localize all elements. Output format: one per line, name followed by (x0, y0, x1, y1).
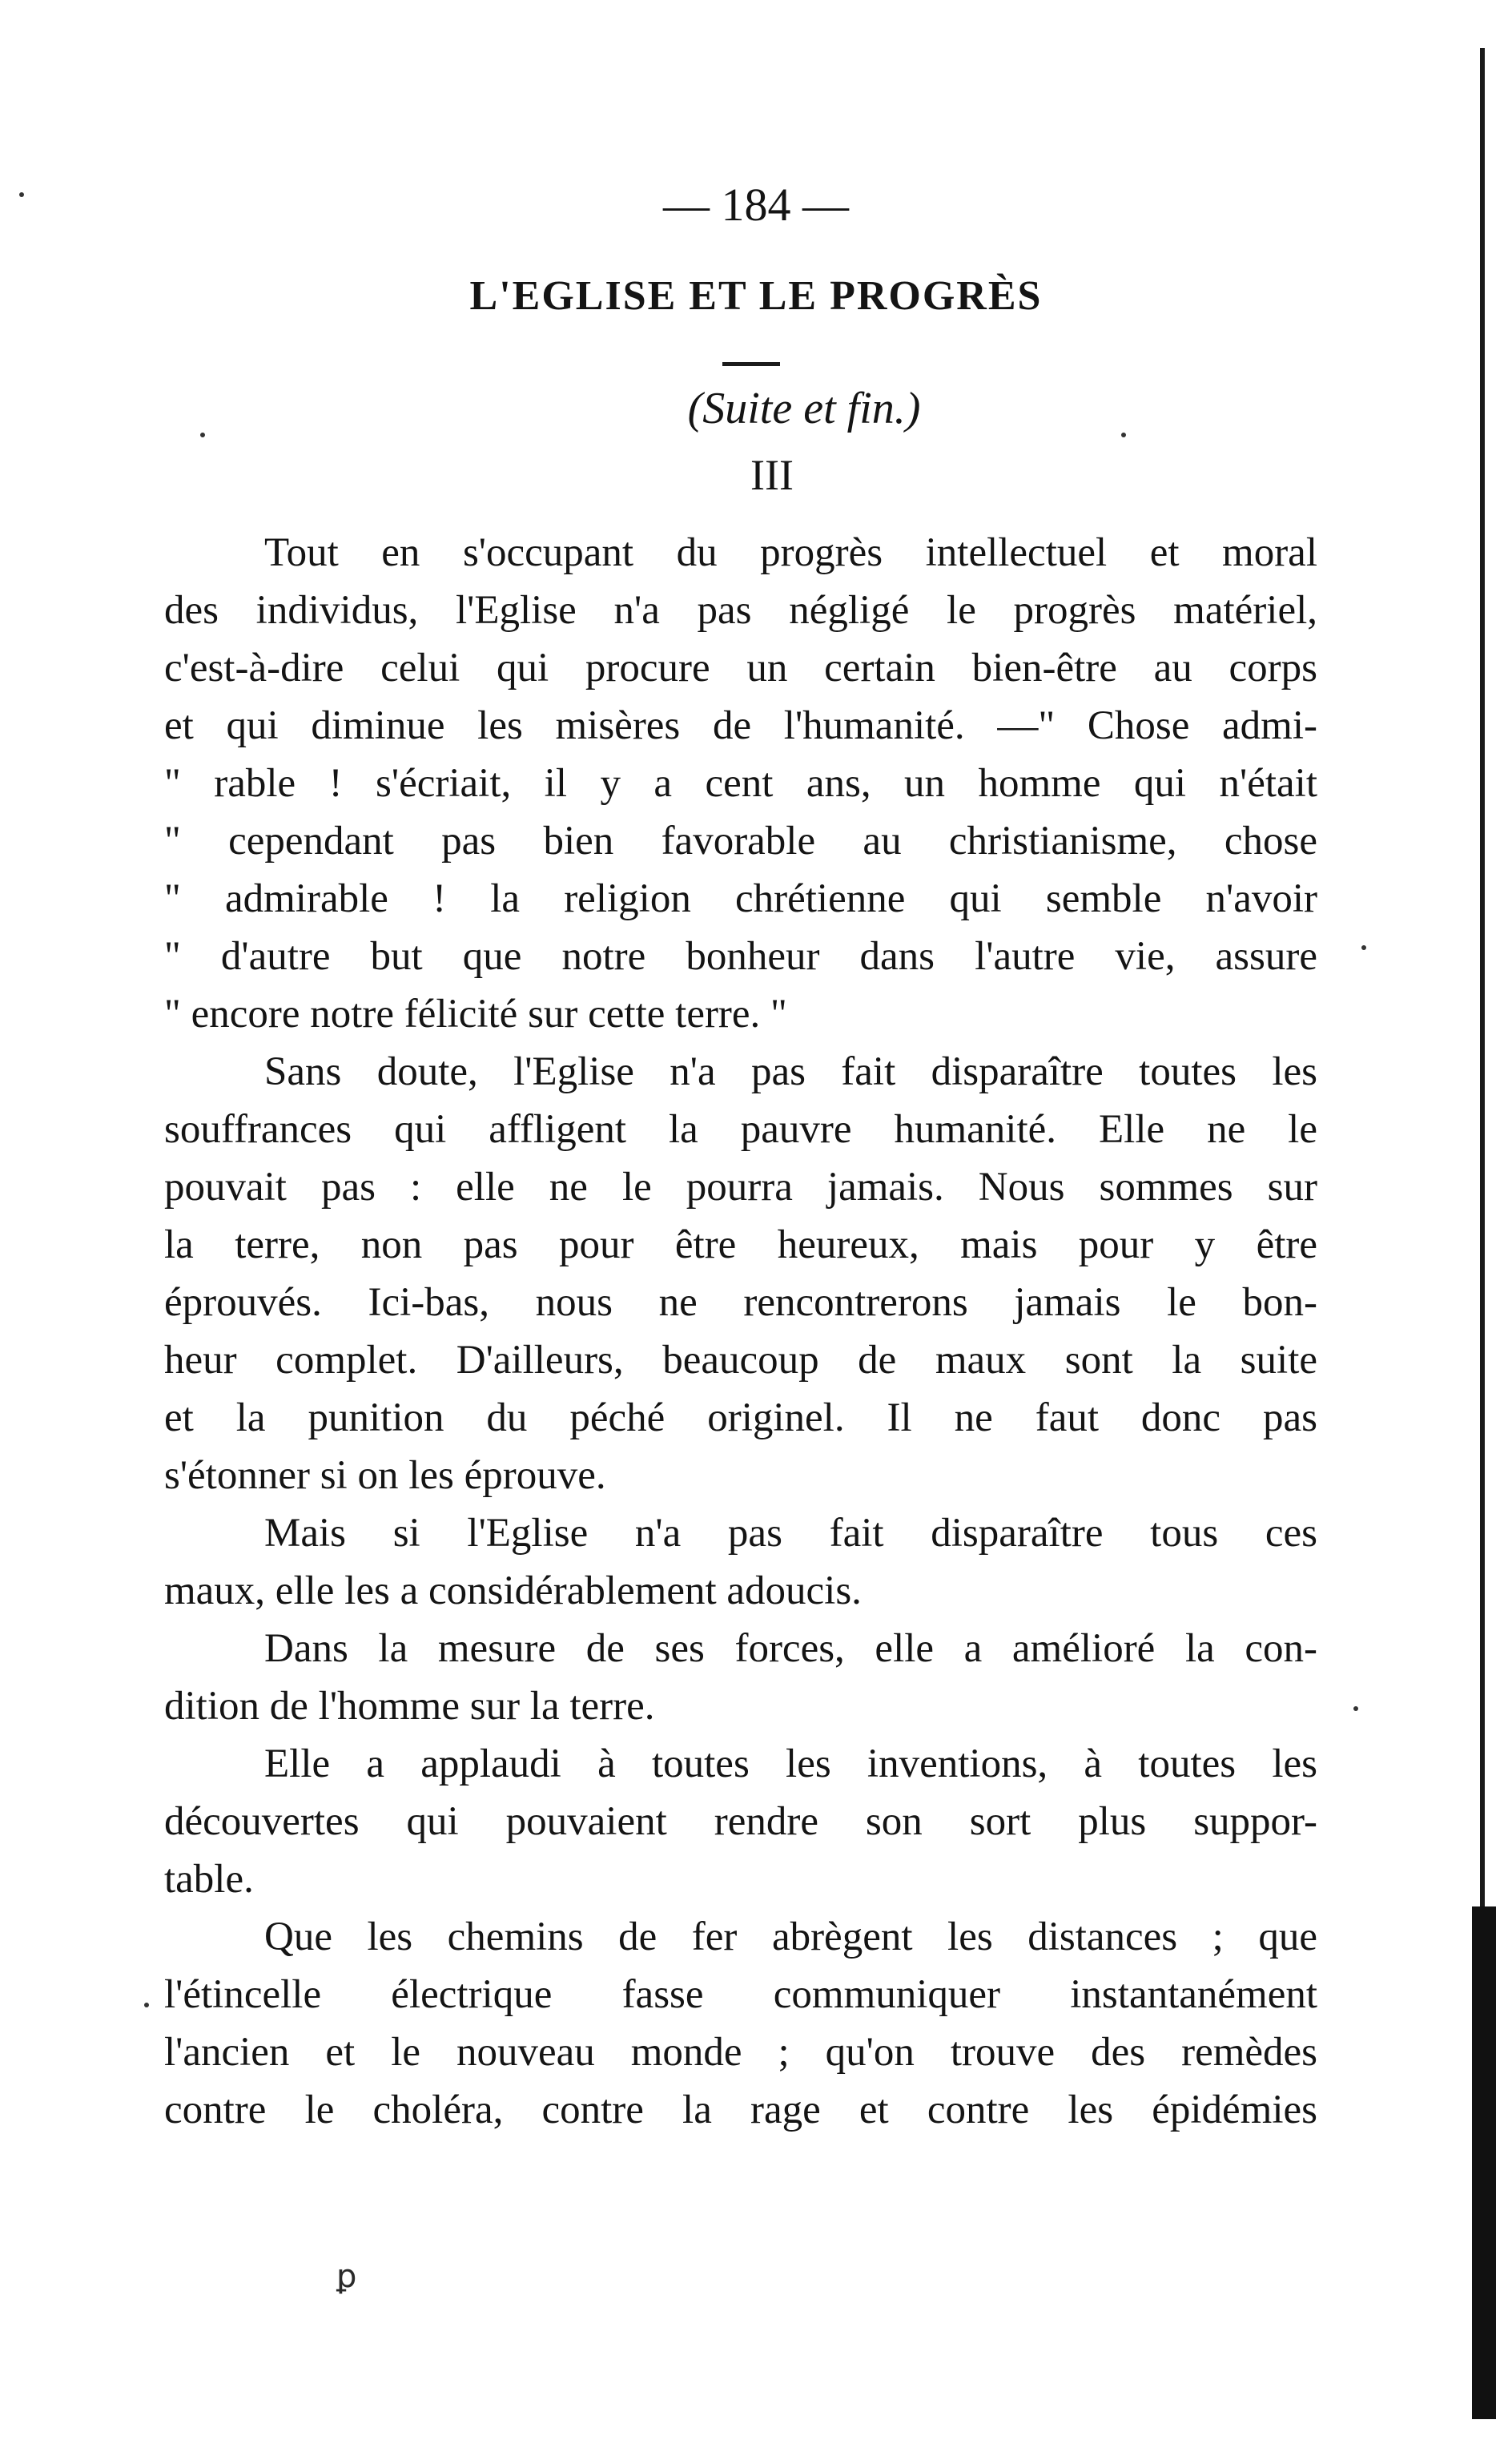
scan-speck (1121, 433, 1126, 437)
scan-edge-shadow (1472, 1906, 1496, 2419)
printer-mark: ꝑ (336, 2258, 357, 2294)
scan-speck (1353, 1706, 1358, 1711)
text-line: et la punition du péché originel. Il ne faut donc pas (164, 1395, 1317, 1440)
chapter-subtitle: (Suite et fin.) (687, 384, 921, 433)
scan-speck (144, 2003, 149, 2007)
title-rule (722, 362, 780, 366)
text-line: Sans doute, l'Eglise n'a pas fait disparaître toutes les (264, 1049, 1317, 1094)
text-line: c'est-à-dire celui qui procure un certain bien-être au corps (164, 646, 1317, 690)
section-numeral: III (750, 451, 794, 499)
text-line: des individus, l'Eglise n'a pas négligé le progrès matériel, (164, 588, 1317, 633)
scan-speck (1361, 945, 1366, 950)
text-line: l'étincelle électrique fasse communiquer instantanément (164, 1972, 1317, 2017)
text-line: Que les chemins de fer abrègent les distances ; que (264, 1914, 1317, 1959)
text-line: " encore notre félicité sur cette terre. " (164, 992, 787, 1037)
text-line: la terre, non pas pour être heureux, mais pour y être (164, 1222, 1317, 1267)
scan-speck (19, 192, 24, 197)
text-line: s'étonner si on les éprouve. (164, 1453, 606, 1498)
text-line: Elle a applaudi à toutes les inventions, à toutes les (264, 1741, 1317, 1786)
text-line: Tout en s'occupant du progrès intellectuel et moral (264, 530, 1317, 575)
text-line: Dans la mesure de ses forces, elle a amélioré la con- (264, 1626, 1317, 1671)
text-line: Mais si l'Eglise n'a pas fait disparaître tous ces (264, 1511, 1317, 1556)
body-text (164, 524, 1317, 2139)
text-line: " cependant pas bien favorable au christianisme, chose (164, 819, 1317, 864)
text-line: découvertes qui pouvaient rendre son sort plus suppor- (164, 1799, 1317, 1844)
chapter-title: L'EGLISE ET LE PROGRÈS (469, 273, 1043, 319)
text-line: maux, elle les a considérablement adoucis. (164, 1568, 862, 1613)
text-line: heur complet. D'ailleurs, beaucoup de maux sont la suite (164, 1338, 1317, 1383)
scan-speck (200, 433, 205, 437)
text-line: table. (164, 1857, 254, 1902)
text-line: éprouvés. Ici-bas, nous ne rencontrerons jamais le bon- (164, 1280, 1317, 1325)
text-line: " admirable ! la religion chrétienne qui semble n'avoir (164, 876, 1317, 921)
text-line: pouvait pas : elle ne le pourra jamais. Nous sommes sur (164, 1165, 1317, 1210)
text-line: souffrances qui affligent la pauvre humanité. Elle ne le (164, 1107, 1317, 1152)
text-line: dition de l'homme sur la terre. (164, 1684, 655, 1729)
text-line: contre le choléra, contre la rage et contre les épidémies (164, 2088, 1317, 2132)
text-line: " d'autre but que notre bonheur dans l'autre vie, assure (164, 934, 1317, 979)
text-line: et qui diminue les misères de l'humanité. —" Chose admi- (164, 703, 1317, 748)
text-line: l'ancien et le nouveau monde ; qu'on trouve des remèdes (164, 2030, 1317, 2075)
page-number: — 184 — (663, 179, 849, 231)
text-line: " rable ! s'écriait, il y a cent ans, un homme qui n'était (164, 761, 1317, 806)
